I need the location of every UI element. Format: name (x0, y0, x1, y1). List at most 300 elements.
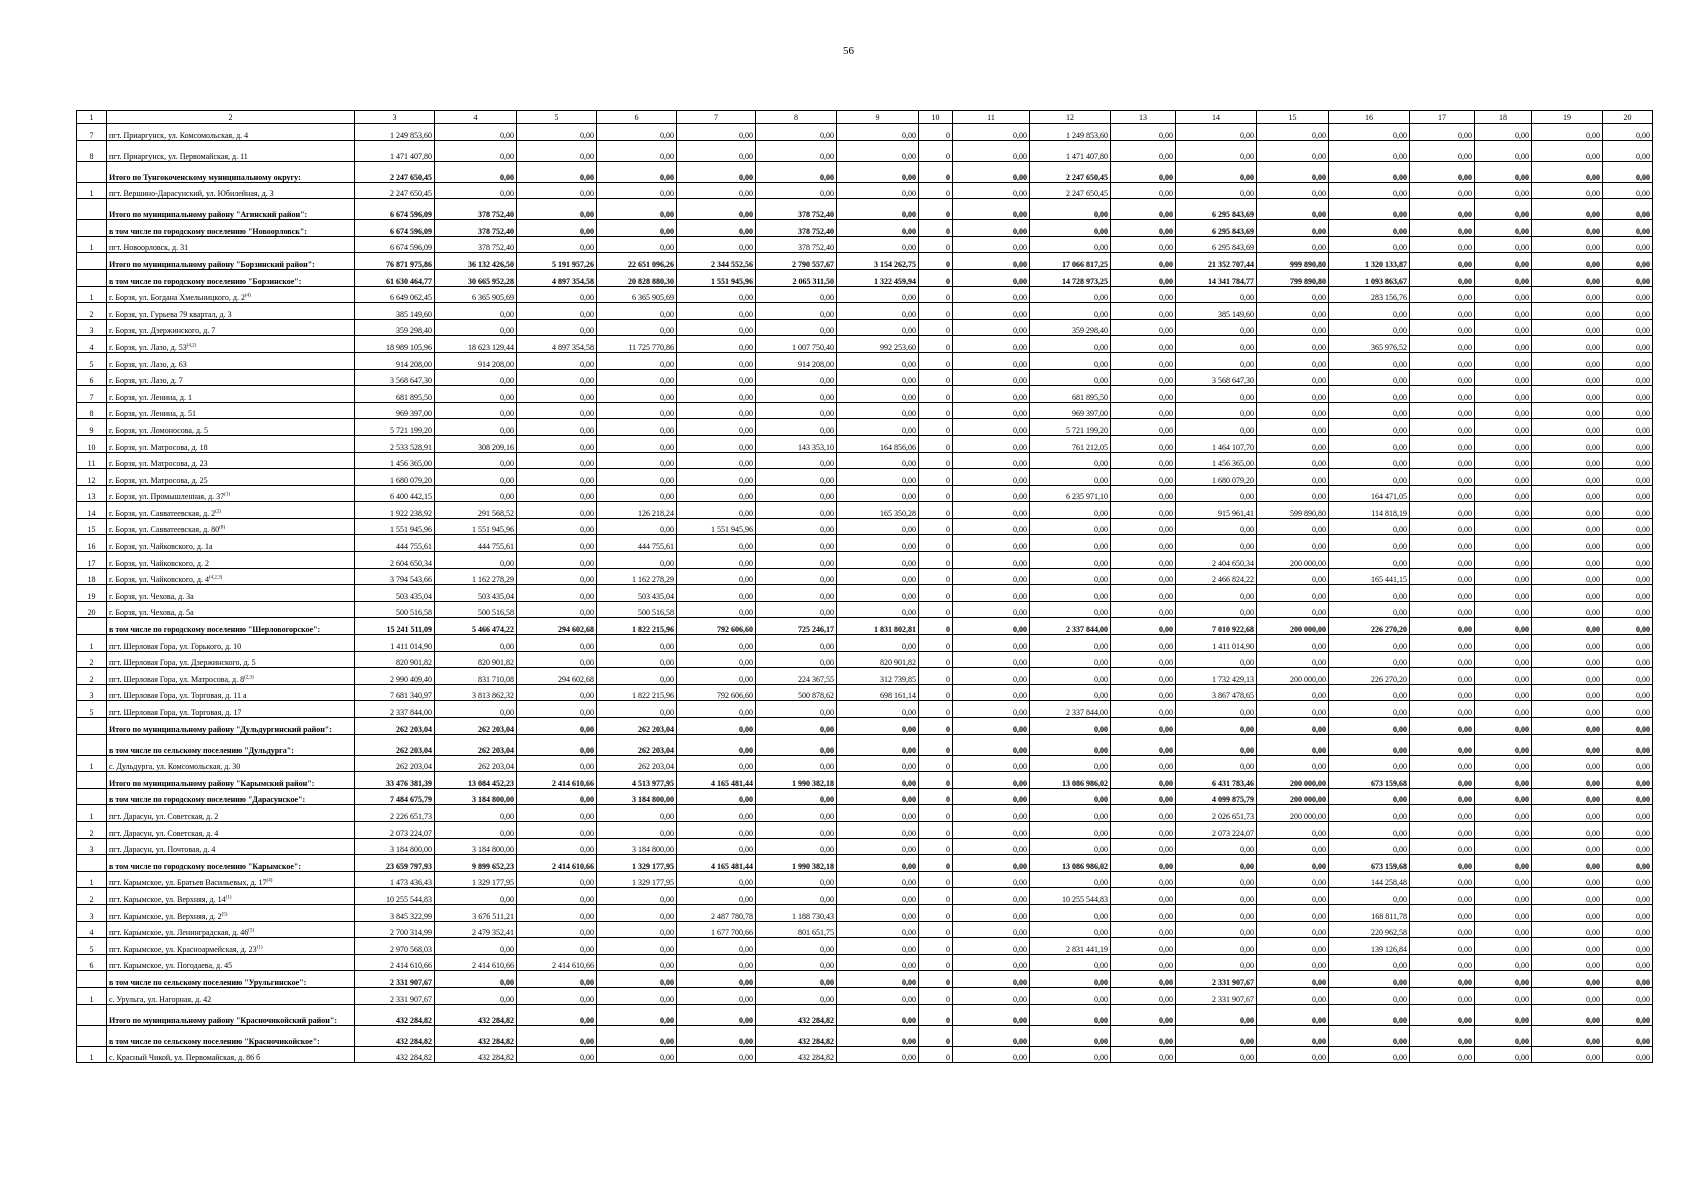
value-cell: 0,00 (953, 220, 1030, 237)
table-row (77, 485, 1653, 502)
value-cell: 0,00 (1603, 369, 1653, 386)
value-cell: 0,00 (1410, 485, 1475, 502)
value-cell: 0,00 (1475, 161, 1532, 182)
address-text: пгт. Шерловая Гора, ул. Торговая, д. 17 (109, 708, 242, 717)
value-cell: 0,00 (1475, 352, 1532, 369)
value-cell: 969 397,00 (1030, 402, 1111, 419)
value-cell: 0,00 (1532, 182, 1603, 199)
value-cell: 0,00 (1111, 124, 1176, 141)
value-cell: 0,00 (837, 888, 919, 905)
value-cell: 2 700 314,99 (355, 921, 435, 938)
value-cell: 0,00 (1475, 601, 1532, 618)
value-cell: 0,00 (677, 199, 756, 220)
value-cell: 0,00 (1410, 236, 1475, 253)
value-cell: 3 184 800,00 (597, 788, 677, 805)
value-cell: 0,00 (953, 938, 1030, 955)
value-cell: 13 086 986,02 (1030, 855, 1111, 872)
value-cell: 0,00 (1111, 888, 1176, 905)
value-cell: 0,00 (837, 402, 919, 419)
value-cell: 0 (919, 651, 953, 668)
value-cell: 0,00 (1176, 651, 1257, 668)
value-cell: 6 295 843,69 (1176, 199, 1257, 220)
address-cell (107, 601, 355, 618)
value-cell: 294 602,68 (517, 668, 597, 685)
value-cell: 0,00 (517, 352, 597, 369)
value-cell: 0,00 (1532, 140, 1603, 161)
subtotal-row (77, 772, 1653, 789)
value-cell: 2 337 844,00 (1030, 618, 1111, 635)
value-cell: 0,00 (953, 788, 1030, 805)
value-cell: 0,00 (953, 319, 1030, 336)
value-cell: 224 367,55 (756, 668, 837, 685)
value-cell: 385 149,60 (1176, 303, 1257, 320)
value-cell: 0,00 (597, 805, 677, 822)
value-cell: 0,00 (517, 904, 597, 921)
value-cell: 0,00 (1257, 755, 1329, 772)
value-cell: 0 (919, 668, 953, 685)
value-cell: 0,00 (1410, 601, 1475, 618)
value-cell: 0,00 (837, 469, 919, 486)
value-cell: 0,00 (1111, 805, 1176, 822)
value-cell: 0,00 (1603, 701, 1653, 718)
value-cell: 0,00 (677, 971, 756, 988)
row-number: 1 (77, 805, 107, 822)
value-cell: 0 (919, 601, 953, 618)
value-cell: 10 255 544,83 (1030, 888, 1111, 905)
table-row (77, 352, 1653, 369)
value-cell: 0,00 (953, 585, 1030, 602)
value-cell: 0,00 (1257, 1025, 1329, 1046)
value-cell: 0,00 (517, 838, 597, 855)
value-cell: 0,00 (1475, 805, 1532, 822)
value-cell: 0,00 (1030, 734, 1111, 755)
table-row (77, 386, 1653, 403)
value-cell: 2 226 651,73 (355, 805, 435, 822)
value-cell: 0,00 (1603, 651, 1653, 668)
value-cell: 0,00 (435, 182, 517, 199)
value-cell: 0,00 (1532, 668, 1603, 685)
value-cell: 0 (919, 182, 953, 199)
table-row (77, 286, 1653, 303)
row-number: 2 (77, 821, 107, 838)
value-cell: 0,00 (1176, 954, 1257, 971)
value-cell: 0,00 (1257, 469, 1329, 486)
value-cell: 0,00 (1410, 161, 1475, 182)
value-cell: 0,00 (953, 1004, 1030, 1025)
value-cell: 2 331 907,67 (1176, 987, 1257, 1004)
value-cell: 0,00 (1603, 772, 1653, 789)
value-cell: 0,00 (1410, 954, 1475, 971)
value-cell: 2 604 650,34 (355, 552, 435, 569)
value-cell: 0,00 (837, 568, 919, 585)
value-cell: 500 516,58 (597, 601, 677, 618)
subtotal-row (77, 253, 1653, 270)
value-cell: 0,00 (1410, 651, 1475, 668)
value-cell: 0 (919, 352, 953, 369)
value-cell: 0,00 (1603, 336, 1653, 353)
value-cell: 0,00 (597, 821, 677, 838)
value-cell: 0,00 (1176, 585, 1257, 602)
value-cell: 0,00 (1603, 199, 1653, 220)
value-cell: 0,00 (756, 871, 837, 888)
value-cell: 0,00 (756, 788, 837, 805)
value-cell: 0,00 (1176, 1004, 1257, 1025)
value-cell: 0,00 (756, 182, 837, 199)
value-cell: 0,00 (1603, 855, 1653, 872)
value-cell: 165 441,15 (1329, 568, 1410, 585)
address-cell (107, 485, 355, 502)
value-cell: 0 (919, 1025, 953, 1046)
value-cell: 0,00 (1603, 253, 1653, 270)
value-cell: 0,00 (1603, 821, 1653, 838)
address-text: в том числе по сельскому поселению "Дульдурга": (109, 745, 294, 755)
value-cell: 0,00 (1603, 1025, 1653, 1046)
value-cell: 3 676 511,21 (435, 904, 517, 921)
row-number: 17 (77, 552, 107, 569)
value-cell: 0,00 (953, 303, 1030, 320)
table-row (77, 518, 1653, 535)
value-cell: 0,00 (1532, 485, 1603, 502)
value-cell: 0,00 (1532, 805, 1603, 822)
row-number: 4 (77, 336, 107, 353)
value-cell: 0,00 (1030, 502, 1111, 519)
value-cell: 0,00 (837, 1025, 919, 1046)
address-text: г. Борзя, ул. Матросова, д. 23 (109, 459, 208, 469)
value-cell: 0 (919, 253, 953, 270)
value-cell: 0,00 (1475, 220, 1532, 237)
value-cell: 0,00 (953, 734, 1030, 755)
value-cell: 14 728 973,25 (1030, 269, 1111, 286)
value-cell: 13 086 986,02 (1030, 772, 1111, 789)
value-cell: 3 845 322,99 (355, 904, 435, 921)
value-cell: 0,00 (597, 161, 677, 182)
value-cell: 0 (919, 805, 953, 822)
value-cell: 1 471 407,80 (355, 140, 435, 161)
value-cell: 5 191 957,26 (517, 253, 597, 270)
value-cell: 0,00 (837, 161, 919, 182)
value-cell: 0,00 (1475, 954, 1532, 971)
value-cell: 0,00 (1410, 319, 1475, 336)
value-cell: 262 203,04 (355, 734, 435, 755)
address-text: в том числе по сельскому поселению "Урульгинское": (109, 977, 307, 987)
value-cell: 3 184 800,00 (435, 838, 517, 855)
value-cell: 0,00 (1111, 303, 1176, 320)
value-cell: 0,00 (953, 635, 1030, 652)
value-cell: 20 828 880,30 (597, 269, 677, 286)
value-cell: 0,00 (1410, 904, 1475, 921)
value-cell: 0,00 (756, 502, 837, 519)
value-cell: 0,00 (1603, 904, 1653, 921)
value-cell: 7 010 922,68 (1176, 618, 1257, 635)
value-cell: 0,00 (517, 161, 597, 182)
value-cell: 0,00 (1532, 568, 1603, 585)
value-cell: 0,00 (517, 635, 597, 652)
value-cell: 0,00 (837, 386, 919, 403)
value-cell: 6 295 843,69 (1176, 236, 1257, 253)
value-cell: 0,00 (1111, 904, 1176, 921)
value-cell: 0,00 (1257, 402, 1329, 419)
value-cell: 0,00 (837, 904, 919, 921)
value-cell: 30 665 952,28 (435, 269, 517, 286)
value-cell: 15 241 511,09 (355, 618, 435, 635)
value-cell: 0,00 (517, 199, 597, 220)
address-cell (107, 938, 355, 955)
value-cell: 0 (919, 452, 953, 469)
value-cell: 0,00 (517, 568, 597, 585)
value-cell: 0,00 (1532, 838, 1603, 855)
table-row (77, 871, 1653, 888)
value-cell: 0,00 (435, 369, 517, 386)
value-cell: 0,00 (517, 987, 597, 1004)
value-cell: 0,00 (1475, 821, 1532, 838)
value-cell: 0,00 (1329, 386, 1410, 403)
value-cell: 0,00 (953, 971, 1030, 988)
value-cell: 0,00 (1329, 635, 1410, 652)
value-cell: 0,00 (1603, 987, 1653, 1004)
value-cell: 0 (919, 236, 953, 253)
value-cell: 0,00 (1532, 684, 1603, 701)
value-cell: 0,00 (756, 821, 837, 838)
address-text: пгт. Карымское, ул. Красноармейская, д. 23 (109, 944, 257, 954)
subtotal-label (107, 269, 355, 286)
row-number: 9 (77, 419, 107, 436)
address-cell (107, 987, 355, 1004)
value-cell: 0,00 (1111, 871, 1176, 888)
value-cell: 0,00 (953, 369, 1030, 386)
value-cell: 0,00 (517, 402, 597, 419)
value-cell: 1 464 107,70 (1176, 435, 1257, 452)
value-cell: 0,00 (435, 419, 517, 436)
value-cell: 0,00 (953, 821, 1030, 838)
value-cell: 0,00 (953, 552, 1030, 569)
value-cell: 0,00 (677, 124, 756, 141)
address-text: с. Дульдурга, ул. Комсомольская, д. 30 (109, 762, 241, 772)
value-cell: 0,00 (1030, 601, 1111, 618)
value-cell: 0,00 (1329, 651, 1410, 668)
value-cell: 0,00 (677, 805, 756, 822)
value-cell: 0,00 (837, 319, 919, 336)
value-cell: 0,00 (1603, 319, 1653, 336)
address-text: г. Борзя, ул. Матросова, д. 25 (109, 475, 208, 485)
value-cell: 0,00 (1410, 585, 1475, 602)
value-cell: 0,00 (435, 938, 517, 955)
value-cell: 831 710,08 (435, 668, 517, 685)
value-cell: 0,00 (1329, 971, 1410, 988)
value-cell: 0,00 (1176, 485, 1257, 502)
address-cell (107, 755, 355, 772)
value-cell: 2 247 650,45 (355, 182, 435, 199)
address-text: пгт. Карымское, ул. Верхняя, д. 14 (109, 894, 226, 904)
value-cell: 0,00 (1532, 220, 1603, 237)
value-cell: 7 681 340,97 (355, 684, 435, 701)
value-cell: 10 255 544,83 (355, 888, 435, 905)
value-cell: 0,00 (597, 402, 677, 419)
table-row (77, 319, 1653, 336)
address-text: г. Борзя, ул. Лазо, д. 63 (109, 359, 187, 369)
address-text: в том числе по городскому поселению "Карымское": (109, 861, 301, 871)
value-cell: 0,00 (597, 987, 677, 1004)
address-text: пгт. Дарасун, ул. Почтовая, д. 4 (109, 845, 216, 855)
value-cell: 220 962,58 (1329, 921, 1410, 938)
address-cell (107, 469, 355, 486)
value-cell: 0,00 (597, 182, 677, 199)
value-cell: 0,00 (1410, 772, 1475, 789)
subtotal-row (77, 971, 1653, 988)
value-cell: 0,00 (1329, 236, 1410, 253)
value-cell: 200 000,00 (1257, 618, 1329, 635)
value-cell: 1 551 945,96 (677, 269, 756, 286)
address-text: пгт. Приаргунск, ул. Первомайская, д. 11 (109, 151, 248, 161)
value-cell: 0,00 (1257, 485, 1329, 502)
value-cell: 0,00 (1532, 369, 1603, 386)
value-cell: 0,00 (837, 855, 919, 872)
address-cell (107, 402, 355, 419)
value-cell: 1 249 853,60 (355, 124, 435, 141)
address-text: пгт. Карымское, ул. Братьев Васильевых, д. 17 (109, 878, 267, 888)
value-cell: 0,00 (1603, 568, 1653, 585)
value-cell: 0,00 (1475, 369, 1532, 386)
value-cell: 226 270,20 (1329, 668, 1410, 685)
value-cell: 0,00 (1410, 336, 1475, 353)
value-cell: 0,00 (953, 871, 1030, 888)
value-cell: 0,00 (1030, 369, 1111, 386)
value-cell: 0,00 (756, 452, 837, 469)
value-cell: 0,00 (1410, 419, 1475, 436)
value-cell: 0 (919, 888, 953, 905)
value-cell: 0,00 (677, 1025, 756, 1046)
value-cell: 0,00 (435, 971, 517, 988)
value-cell: 432 284,82 (435, 1004, 517, 1025)
value-cell: 2 247 650,45 (1030, 182, 1111, 199)
row-number: 5 (77, 701, 107, 718)
address-cell (107, 352, 355, 369)
value-cell: 500 878,62 (756, 684, 837, 701)
value-cell: 0,00 (953, 701, 1030, 718)
table-row (77, 938, 1653, 955)
value-cell: 0,00 (756, 938, 837, 955)
value-cell: 0,00 (1030, 871, 1111, 888)
address-text: пгт. Дарасун, ул. Советская, д. 4 (109, 828, 219, 838)
value-cell: 0,00 (1257, 336, 1329, 353)
value-cell: 914 208,00 (435, 352, 517, 369)
value-cell: 0,00 (1176, 1025, 1257, 1046)
value-cell: 0,00 (1176, 938, 1257, 955)
value-cell: 0,00 (597, 904, 677, 921)
value-cell: 0,00 (1111, 535, 1176, 552)
value-cell: 1 007 750,40 (756, 336, 837, 353)
value-cell: 0,00 (756, 651, 837, 668)
value-cell: 0,00 (837, 220, 919, 237)
table-row (77, 469, 1653, 486)
value-cell: 0 (919, 502, 953, 519)
value-cell: 2 533 528,91 (355, 435, 435, 452)
value-cell: 0,00 (1030, 684, 1111, 701)
value-cell: 0,00 (597, 303, 677, 320)
value-cell: 0,00 (1475, 535, 1532, 552)
row-number: 1 (77, 286, 107, 303)
value-cell: 0,00 (1532, 124, 1603, 141)
value-cell: 0,00 (517, 734, 597, 755)
address-cell (107, 888, 355, 905)
value-cell: 0,00 (1111, 855, 1176, 872)
value-cell: 0,00 (1475, 1004, 1532, 1025)
value-cell: 0,00 (837, 236, 919, 253)
value-cell: 0,00 (1532, 552, 1603, 569)
value-cell: 0,00 (435, 888, 517, 905)
table-row (77, 684, 1653, 701)
value-cell: 1 990 382,18 (756, 772, 837, 789)
value-cell: 0,00 (1532, 701, 1603, 718)
row-number: 1 (77, 1046, 107, 1063)
value-cell: 0,00 (1030, 352, 1111, 369)
value-cell: 262 203,04 (597, 718, 677, 735)
column-header: 18 (1475, 111, 1532, 124)
value-cell: 0,00 (756, 701, 837, 718)
address-cell (107, 124, 355, 141)
value-cell: 0,00 (1532, 987, 1603, 1004)
value-cell: 0,00 (597, 635, 677, 652)
value-cell: 0,00 (517, 821, 597, 838)
value-cell: 6 365 905,69 (597, 286, 677, 303)
value-cell: 0,00 (756, 954, 837, 971)
value-cell: 0,00 (1176, 402, 1257, 419)
value-cell: 0,00 (517, 788, 597, 805)
value-cell: 0,00 (756, 469, 837, 486)
value-cell: 0,00 (677, 182, 756, 199)
value-cell: 2 990 409,40 (355, 668, 435, 685)
value-cell: 801 651,75 (756, 921, 837, 938)
value-cell: 0,00 (1111, 734, 1176, 755)
value-cell: 0,00 (1111, 319, 1176, 336)
value-cell: 0 (919, 585, 953, 602)
value-cell: 2 337 844,00 (355, 701, 435, 718)
address-text: г. Борзя, ул. Гурьева 79 квартал, д. 3 (109, 309, 232, 319)
address-text: Итого по муниципальному району "Красночикойский район": (109, 1015, 337, 1025)
value-cell: 0,00 (597, 701, 677, 718)
address-text: пгт. Карымское, ул. Ленинградская, д. 46 (109, 928, 249, 938)
table-body (77, 124, 1653, 1063)
value-cell: 0,00 (1257, 1004, 1329, 1025)
value-cell: 0,00 (756, 734, 837, 755)
value-cell: 0,00 (1532, 269, 1603, 286)
table-row (77, 502, 1653, 519)
value-cell: 1 990 382,18 (756, 855, 837, 872)
value-cell: 0,00 (1257, 124, 1329, 141)
value-cell: 0,00 (1329, 601, 1410, 618)
value-cell: 0,00 (1329, 140, 1410, 161)
value-cell: 0 (919, 469, 953, 486)
value-cell: 0,00 (1111, 518, 1176, 535)
row-number: 11 (77, 452, 107, 469)
row-number: 12 (77, 469, 107, 486)
value-cell: 0,00 (953, 904, 1030, 921)
value-cell: 0,00 (1532, 651, 1603, 668)
value-cell: 0,00 (677, 718, 756, 735)
value-cell: 432 284,82 (355, 1046, 435, 1063)
value-cell: 0,00 (1603, 921, 1653, 938)
value-cell: 0,00 (1410, 871, 1475, 888)
value-cell: 0,00 (1410, 1046, 1475, 1063)
value-cell: 0,00 (1176, 518, 1257, 535)
subtotal-row (77, 1025, 1653, 1046)
value-cell: 0,00 (1257, 971, 1329, 988)
value-cell: 1 329 177,95 (435, 871, 517, 888)
value-cell: 0 (919, 954, 953, 971)
subtotal-label (107, 855, 355, 872)
value-cell: 0,00 (1532, 535, 1603, 552)
value-cell: 0,00 (1257, 585, 1329, 602)
value-cell: 0,00 (435, 635, 517, 652)
